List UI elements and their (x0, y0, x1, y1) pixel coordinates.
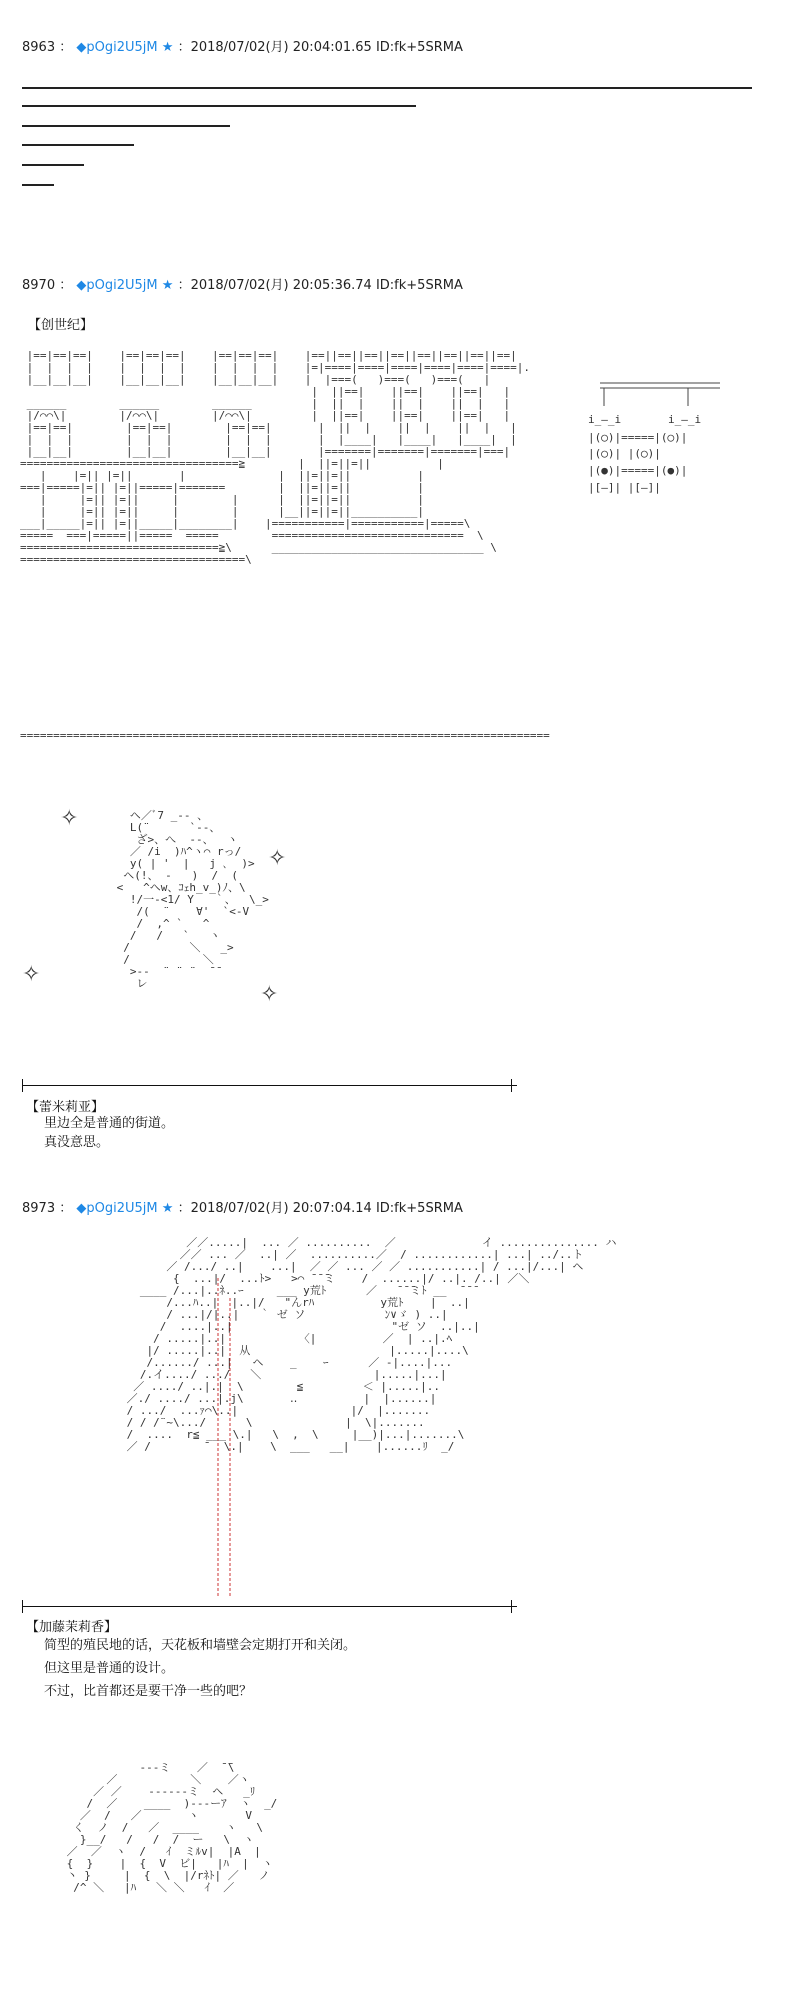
decor-line (22, 184, 54, 186)
post-sep: ： (59, 40, 73, 55)
poster-trip-link[interactable]: ◆pOgi2U5jM (76, 278, 158, 293)
decor-line (22, 87, 752, 89)
svg-text:|(◯)| |(◯)|: |(◯)| |(◯)| (588, 447, 661, 460)
star-icon: ★ (161, 1201, 174, 1216)
svg-text:|[—]| |[—]|: |[—]| |[—]| (588, 481, 661, 494)
post-number: 8973 (22, 1201, 56, 1216)
tower-illustration (580, 378, 740, 508)
sparkle-icon: ✧ (60, 806, 79, 831)
post-header-8973 (22, 1197, 463, 1216)
post-timestamp: ：2018/07/02(月) 20:05:36.74 ID:fk+5SRMA (177, 278, 463, 293)
poster-trip-link[interactable]: ◆pOgi2U5jM (76, 40, 158, 55)
svg-text:|(◯)|=====|(◯)|: |(◯)|=====|(◯)| (588, 431, 688, 444)
dialogue-line: 里边全是普通的街道。 (44, 1116, 175, 1131)
sparkle-icon: ✧ (22, 962, 41, 987)
post-sep: ： (59, 1201, 73, 1216)
sparkle-icon: ✧ (260, 982, 279, 1007)
decor-line (22, 125, 230, 127)
red-accent-lines (212, 1278, 242, 1598)
decor-line (22, 144, 134, 146)
svg-text:i_—_i: i_—_i (588, 413, 622, 426)
svg-text:|(●)|=====|(●)|: |(●)|=====|(●)| (588, 464, 688, 477)
dialogue-line: 不过，比首都还是要干净一些的吧？ (44, 1684, 253, 1699)
speaker-name: 【加藤茉莉香】 (26, 1620, 118, 1635)
decor-line (22, 105, 416, 107)
dialogue-line: 但这里是普通的设计。 (44, 1661, 175, 1676)
ascii-art-marika-2: ---ミ ／ ̄ ̄\ ／ ＼ ／ヽ ／ ／ ------ミ ヘ _ﾘ / ／ ____ )---ーｱ ヽ _/ ／ / ／ ヽ V く ノ / ／ ____ ヽ \ }__/ / / / ー \ ヽ ／ ／ ヽ / ｲ ミﾙv| |A | { } | { V ビ| |ﾊ | ヽ 丶 } | { \ |/rﾈﾄ| ／ ノ /^ ＼ |ﾊ ＼ ＼ ｲ ／ (66, 1761, 278, 1894)
post-sep: ： (59, 278, 73, 293)
post-number: 8963 (22, 40, 56, 55)
ascii-rule: ================================================================================ (20, 729, 550, 742)
decor-line (22, 164, 84, 166)
ascii-art-marika: ／／.....| ... ／ .......... ／ イ ............... ハ ／／ ... ／ ..| ／ ..........／ / ............| ...| ../..ト ／ /.../ ..| ...| ／ ／ ... ／ ／ ...........| / ...|/...| ヘ { ...|/ ...ﾄ> >⌒ ̄ ̄ ̄ミ / ......|/ ..|. /..| ／＼ ____ /...|..ﾈ..ｰ ___ y荒ﾄ ／ ̄ ̄ ̄ミﾄ __ ̄ ̄ ̄ /...ﾊ..| |..|/ "んrﾊ y荒ﾄ | ..| / ...|/|..| ｀ ゼ ソ ﾝ∨ゞ ) ..| / ....|..| "ゼ ソ ..|..| / .....|..| 〈| ／ | ..|.ﾍ |/ .....|..| 从 |.....|....\ /....../ ...| ヘ _ ｰ ／ -|....|... /.イ..../ .../ ＼ |.....|...| ／ ..../ ..|.| \ ≦ ＜ |.....|.. ／./ ..../ ...|.j\ ‥ | |......| / .../ ...ｧ⌒\..| |/ |....... / / /¨~\.../ \ | \|....... / .... r≦ ___ \.| \ , \ |__)|...|.......\ ／ / ̄ \.| \ ___ __| |......ﾘ _/ (126, 1236, 617, 1453)
speaker-name: 【蕾米莉亚】 (26, 1100, 105, 1115)
dialogue-divider (22, 1085, 512, 1086)
post-timestamp: ：2018/07/02(月) 20:07:04.14 ID:fk+5SRMA (177, 1201, 463, 1216)
post-timestamp: ：2018/07/02(月) 20:04:01.65 ID:fk+5SRMA (177, 40, 463, 55)
star-icon: ★ (161, 278, 174, 293)
scene-caption: 【创世纪】 (28, 318, 94, 333)
poster-trip-link[interactable]: ◆pOgi2U5jM (76, 1201, 158, 1216)
dialogue-line: 简型的殖民地的话，天花板和墙壁会定期打开和关闭。 (44, 1638, 357, 1653)
dialogue-line: 真没意思。 (44, 1135, 110, 1150)
post-header-8970 (22, 274, 463, 293)
post-header-8963 (22, 36, 463, 55)
ascii-art-buildings: |==|==|==| |==|==|==| |==|==|==| |==||==||==||==||==||==||==||==| | | | | | | | | | | | | |=|====|====|====|====|====|====|. |__|__|__| |__|__|__| |__|__|__| | |===( )===( )===( | | ||==| ||==| ||==| | ______ ______ ______ | || | || | || | | |/⌒⌒\| |/⌒⌒\| |/⌒⌒\| | ||==| ||==| ||==| | |==|==| |==|==| |==|==| | || | || | || | | | | | | | | | | | | |____| |____| |____| | |__|__| |__|__| |__|__| |=======|=======|=======|===| =================================≧ | ||=||=|| | | |=|| |=|| | | ||=||=|| | ===|=====|=|| |=||=====|======= | ||=||=|| | | |=|| |=|| | | | ||=||=|| | | |=|| |=|| | | |__||=||=||__________| ___|_____|=|| |=||_____|________| |===========|===========|=====\ ===== ===|=====||===== ===== ============================= \ ==============================≧\ ________________________________ \ ==================================\ (20, 349, 530, 566)
ascii-art-remilia: ヘ／ﾞ7 _-- 、 L(¨ `--、 ざ>、へ --、 ヽ ／ /i )ﾊ^ヽ⌒ rっ/ y( | ' | j ､ )> ヘ(!、 - ) / ( < ^ヘw、ｺｪh_v_)ﾉ、\ !/一-<1/ Y ｀、 \_> /( ¨ ∀' `<-V / ,^ ` ^ / / ` ヽ / ＼ _> / ＼ >-- ¨ ¨ ¨ ¯¯ レ (116, 809, 269, 990)
post-number: 8970 (22, 278, 56, 293)
star-icon: ★ (161, 40, 174, 55)
dialogue-divider (22, 1606, 512, 1607)
sparkle-icon: ✧ (268, 846, 287, 871)
svg-text:i_—_i: i_—_i (668, 413, 702, 426)
